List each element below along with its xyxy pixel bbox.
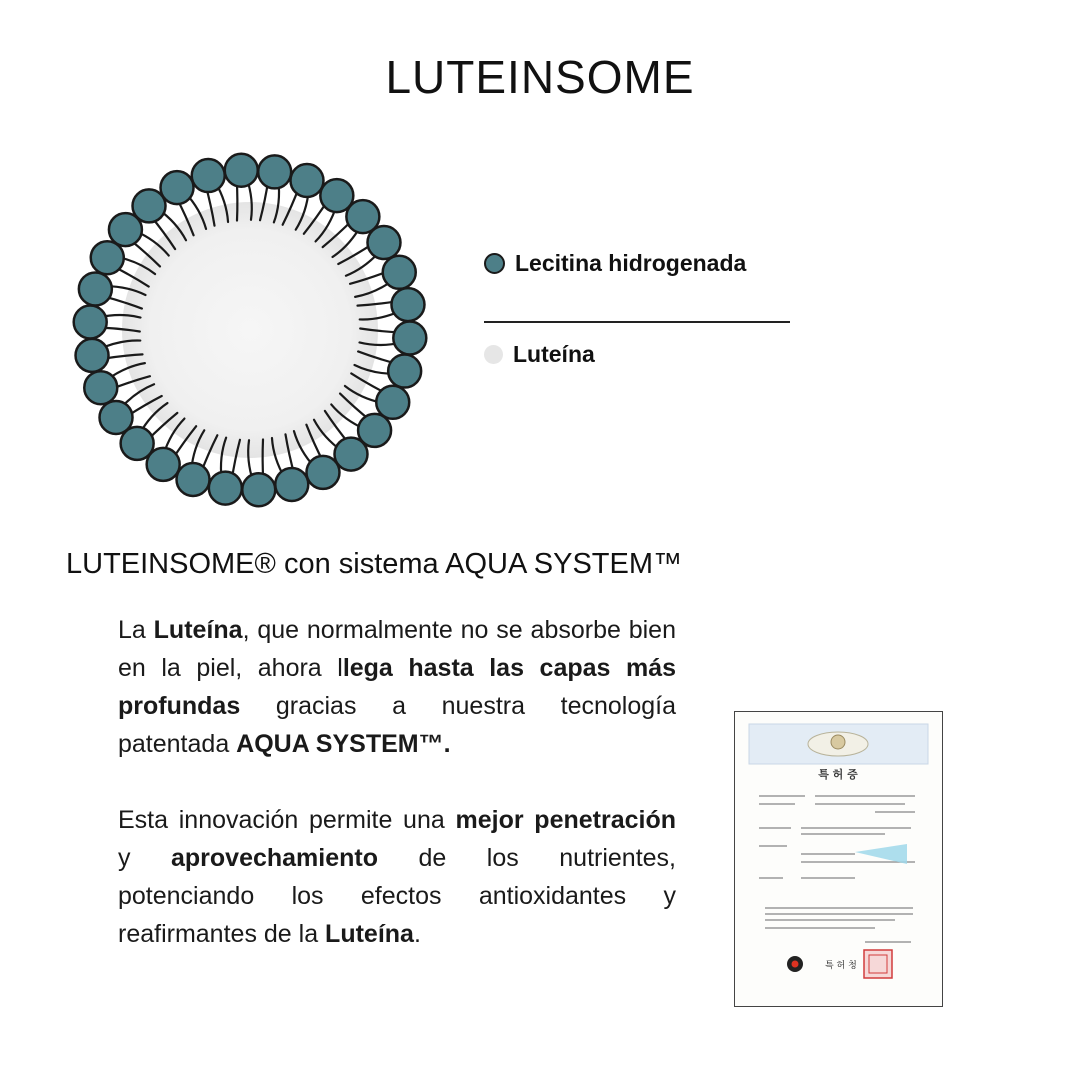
legend-label: Luteína <box>513 341 595 367</box>
lipid-head <box>74 306 107 339</box>
lipid-head <box>225 154 258 187</box>
legend-label: Lecitina hidrogenada <box>515 250 747 276</box>
text-span: , que normalmente no se absorbe bien en la piel, ahora l <box>118 616 676 682</box>
lipid-head <box>383 256 416 289</box>
lipid-head <box>393 321 426 354</box>
page-title: LUTEINSOME <box>385 51 695 103</box>
lipid-head <box>209 472 242 505</box>
lipid-head <box>376 386 409 419</box>
paragraph-2 <box>118 801 676 953</box>
lipid-head <box>100 401 133 434</box>
lipid-head <box>334 438 367 471</box>
grey-dot-icon <box>484 345 503 364</box>
legend-item-luteina <box>484 341 794 368</box>
lipid-head <box>258 155 291 188</box>
bold-span: Luteína <box>325 920 414 948</box>
bold-span: aprovechamiento <box>171 844 379 872</box>
bold-span: AQUA SYSTEM™. <box>236 730 451 758</box>
patent-certificate-image <box>734 711 943 1007</box>
lipid-head <box>391 288 424 321</box>
certificate-heading: 특 허 증 <box>818 768 858 781</box>
legend-item-lecitina <box>484 250 794 277</box>
text-span: La <box>118 616 154 644</box>
lipid-head <box>388 355 421 388</box>
lipid-head <box>192 159 225 192</box>
text-span: Esta innovación permite una <box>118 806 456 834</box>
legend <box>484 250 794 368</box>
liposome-diagram <box>70 150 430 510</box>
text-span: de los nutrientes, potenciando los efectos antioxidantes y reafirmantes de la <box>118 844 676 948</box>
lipid-head <box>177 463 210 496</box>
lipid-head <box>367 226 400 259</box>
lipid-head <box>76 339 109 372</box>
lipid-head <box>306 456 339 489</box>
lutein-core <box>122 202 378 458</box>
body-text <box>118 611 676 991</box>
text-span: . <box>413 920 421 948</box>
text-span: y <box>118 844 171 872</box>
bold-span: lega hasta las capas más profundas <box>118 654 677 720</box>
lipid-head <box>290 164 323 197</box>
lipid-head <box>84 371 117 404</box>
lipid-head <box>91 241 124 274</box>
lipid-head <box>275 468 308 501</box>
lipid-head <box>79 272 112 305</box>
teal-dot-icon <box>484 253 505 274</box>
bold-span: mejor penetración <box>455 806 676 834</box>
paragraph-1 <box>118 611 676 763</box>
certificate-graphic <box>735 712 942 1006</box>
lipid-head <box>161 171 194 204</box>
divider <box>484 321 790 323</box>
section-subtitle: LUTEINSOME® con sistema AQUA SYSTEM™ <box>66 548 683 580</box>
text-span: gracias a nuestra tecnología patentada <box>118 692 676 758</box>
lipid-head <box>242 473 275 506</box>
certificate-issuer: 특 허 청 <box>825 961 857 971</box>
lipid-head <box>133 189 166 222</box>
bold-span: Luteína <box>153 616 243 644</box>
